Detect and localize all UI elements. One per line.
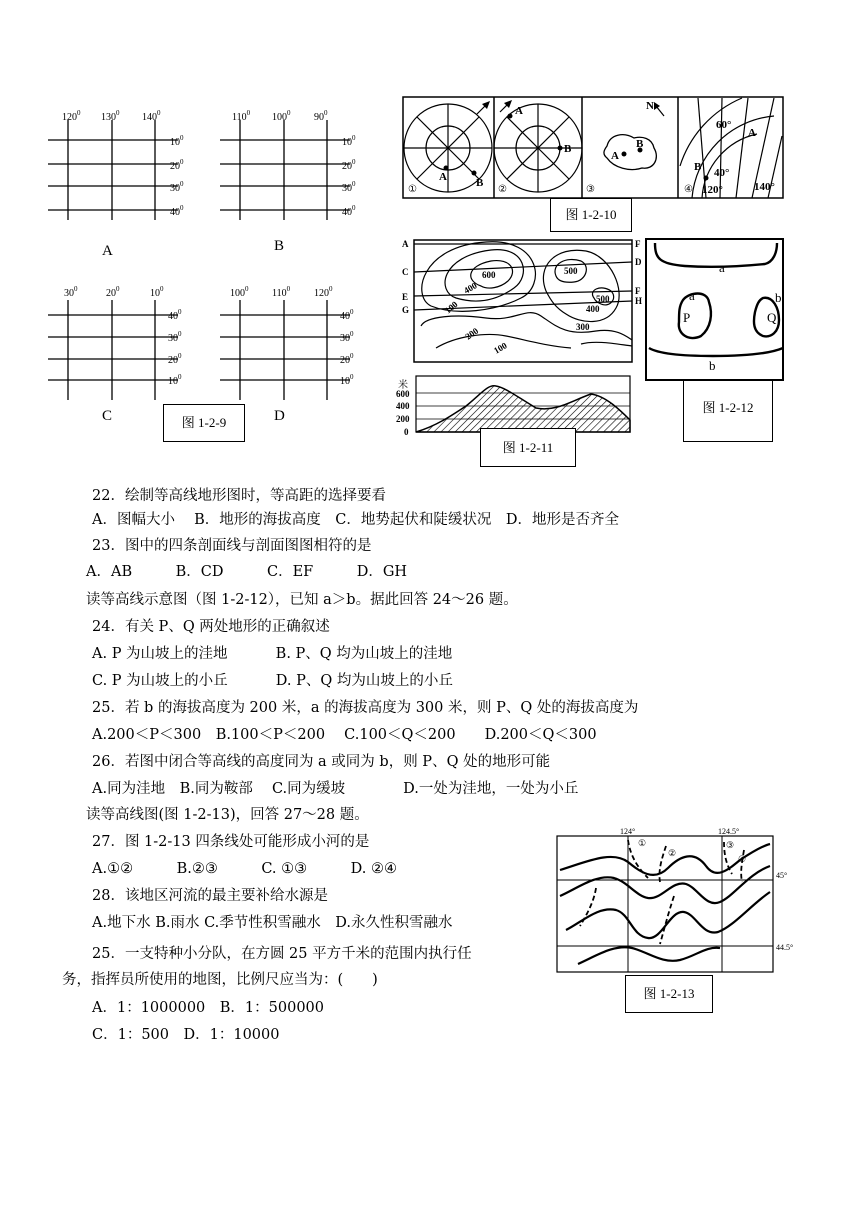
svg-text:F: F — [635, 286, 641, 296]
figure-1-2-11 — [396, 236, 646, 436]
svg-text:④: ④ — [684, 184, 693, 195]
svg-text:B: B — [694, 161, 702, 173]
svg-text:A: A — [748, 127, 756, 139]
option-line: A.①② B.②③ C. ①③ D. ②④ — [92, 861, 397, 877]
svg-text:40°: 40° — [714, 167, 730, 179]
grid-label: D — [274, 408, 285, 424]
lat-label: $10^0$ — [340, 373, 354, 387]
question-25b-cont: 务，指挥员所使用的地图，比例尺应当为：( ) — [62, 972, 378, 988]
grid-label: B — [274, 238, 285, 254]
svg-text:D: D — [635, 257, 642, 267]
svg-text:米: 米 — [398, 380, 408, 391]
svg-text:500: 500 — [564, 266, 578, 276]
svg-text:400: 400 — [396, 401, 410, 411]
svg-text:①: ① — [408, 184, 417, 195]
svg-text:0: 0 — [404, 427, 409, 436]
lat-label: $40^0$ — [168, 308, 182, 322]
lat-label: $20^0$ — [340, 352, 354, 366]
svg-text:a: a — [719, 260, 725, 275]
question-24: 24．有关 P、Q 两处地形的正确叙述 — [92, 619, 330, 635]
option-line: A.同为洼地 B.同为鞍部 C.同为缓坡 D.一处为洼地，一处为小丘 — [92, 781, 579, 797]
figure-1-2-10 — [402, 96, 784, 200]
svg-text:A: A — [515, 105, 523, 117]
svg-text:124°: 124° — [620, 827, 636, 836]
lon-label: $20^0$ — [106, 285, 120, 299]
svg-text:②: ② — [668, 848, 677, 858]
svg-text:b: b — [775, 290, 782, 305]
lat-label: $20^0$ — [342, 158, 356, 172]
lat-label: $10^0$ — [342, 134, 356, 148]
lat-label: $20^0$ — [168, 352, 182, 366]
option-line: A．AB B．CD C．EF D．GH — [86, 564, 408, 580]
figure-caption: 图 1-2-9 — [163, 404, 245, 442]
question-27: 27．图 1-2-13 四条线处可能形成小河的是 — [92, 834, 370, 850]
grid-b — [220, 109, 356, 254]
figure-caption: 图 1-2-13 — [625, 975, 713, 1013]
svg-text:200: 200 — [396, 414, 410, 424]
lon-label: $110^0$ — [272, 285, 291, 299]
option-line: A. P 为山坡上的洼地 B. P、Q 均为山坡上的洼地 — [92, 646, 453, 662]
instruction-line: 读等高线示意图（图 1-2-12），已知 a＞b。据此回答 24～26 题。 — [86, 592, 518, 608]
svg-text:C: C — [402, 267, 409, 277]
option-line: A．1：1000000 B．1：500000 — [92, 1000, 325, 1016]
svg-text:500: 500 — [596, 294, 610, 304]
figure-caption: 图 1-2-12 — [683, 380, 773, 442]
lat-label: $30^0$ — [340, 330, 354, 344]
svg-text:b: b — [709, 358, 716, 373]
lon-label: $30^0$ — [64, 285, 78, 299]
question-28: 28．该地区河流的最主要补给水源是 — [92, 888, 328, 904]
question-26: 26．若图中闭合等高线的高度同为 a 或同为 b，则 P、Q 处的地形可能 — [92, 754, 551, 770]
svg-text:P: P — [683, 310, 691, 325]
lon-label: $100^0$ — [230, 285, 249, 299]
lon-label: $90^0$ — [314, 109, 328, 123]
lon-label: $140^0$ — [142, 109, 161, 123]
svg-text:N: N — [646, 100, 654, 112]
figure-1-2-12 — [645, 238, 785, 383]
svg-text:②: ② — [498, 184, 507, 195]
grid-c — [48, 285, 182, 424]
svg-text:B: B — [476, 177, 484, 189]
instruction-line: 读等高线图(图 1-2-13)，回答 27～28 题。 — [86, 807, 369, 823]
question-25b: 25．一支特种小分队，在方圆 25 平方千米的范围内执行任 — [92, 946, 472, 962]
question-22: 22．绘制等高线地形图时，等高距的选择要看 — [92, 488, 386, 504]
question-23: 23．图中的四条剖面线与剖面图图相符的是 — [92, 538, 372, 554]
svg-text:H: H — [635, 296, 643, 306]
lat-label: $40^0$ — [170, 204, 184, 218]
svg-text:③: ③ — [726, 840, 735, 850]
option-line: C. P 为山坡上的小丘 D. P、Q 均为山坡上的小丘 — [92, 673, 453, 689]
lat-label: $40^0$ — [340, 308, 354, 322]
svg-text:A: A — [611, 150, 619, 162]
figure-1-2-9 — [40, 100, 380, 440]
svg-text:100: 100 — [492, 340, 509, 356]
grid-label: C — [102, 408, 113, 424]
lat-label: $40^0$ — [342, 204, 356, 218]
lat-label: $30^0$ — [168, 330, 182, 344]
svg-text:60°: 60° — [716, 119, 732, 131]
lon-label: $110^0$ — [232, 109, 251, 123]
grid-a — [48, 109, 184, 259]
lon-label: $10^0$ — [150, 285, 164, 299]
lat-label: $20^0$ — [170, 158, 184, 172]
question-25: 25．若 b 的海拔高度为 200 米，a 的海拔高度为 300 米，则 P、Q 处的海拔高度为 — [92, 700, 639, 716]
svg-text:F: F — [635, 239, 641, 249]
lat-label: $30^0$ — [170, 180, 184, 194]
option-line: A.200＜P＜300 B.100＜P＜200 C.100＜Q＜200 D.200＜Q＜300 — [92, 727, 597, 743]
figure-1-2-13 — [556, 826, 796, 978]
svg-text:600: 600 — [396, 389, 410, 399]
svg-text:100: 100 — [442, 299, 460, 316]
lon-label: $120^0$ — [314, 285, 333, 299]
lon-label: $120^0$ — [62, 109, 81, 123]
svg-text:①: ① — [638, 838, 647, 848]
svg-text:A: A — [439, 171, 447, 183]
svg-text:140°: 140° — [754, 181, 775, 193]
lat-label: $10^0$ — [168, 373, 182, 387]
option-line: C．1：500 D．1：10000 — [92, 1027, 280, 1043]
svg-text:400: 400 — [586, 304, 600, 314]
svg-text:600: 600 — [482, 270, 496, 280]
lon-label: $130^0$ — [101, 109, 120, 123]
svg-text:200: 200 — [463, 325, 481, 342]
svg-text:45°: 45° — [776, 871, 788, 880]
svg-text:Q: Q — [767, 310, 777, 325]
svg-text:300: 300 — [576, 322, 590, 332]
svg-text:124.5°: 124.5° — [718, 827, 740, 836]
svg-text:G: G — [402, 305, 410, 315]
option-line: A．图幅大小 B．地形的海拔高度 C．地势起伏和陡缓状况 D．地形是否齐全 — [92, 512, 619, 528]
option-line: A.地下水 B.雨水 C.季节性积雪融水 D.永久性积雪融水 — [92, 915, 453, 931]
svg-text:A: A — [402, 239, 409, 249]
svg-text:a: a — [689, 288, 695, 303]
lat-label: $10^0$ — [170, 134, 184, 148]
svg-text:120°: 120° — [702, 184, 723, 196]
lon-label: $100^0$ — [272, 109, 291, 123]
svg-text:44.5°: 44.5° — [776, 943, 794, 952]
svg-text:E: E — [402, 292, 409, 302]
svg-text:B: B — [636, 138, 644, 150]
svg-text:400: 400 — [462, 280, 479, 296]
lat-label: $30^0$ — [342, 180, 356, 194]
svg-text:④: ④ — [738, 854, 747, 864]
svg-text:③: ③ — [586, 184, 595, 195]
figure-caption: 图 1-2-10 — [550, 198, 632, 232]
figure-caption: 图 1-2-11 — [480, 428, 576, 467]
grid-label: A — [102, 243, 113, 259]
svg-text:B: B — [564, 143, 572, 155]
